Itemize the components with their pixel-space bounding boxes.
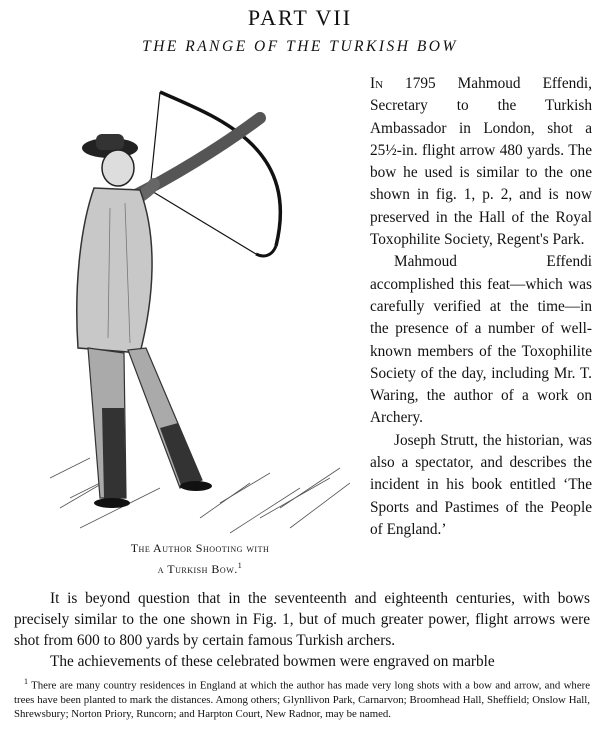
caption-footnote-ref: 1 [237,561,243,570]
archer-foot-right [180,481,212,491]
bow-string-lower [150,190,256,254]
paragraph-3: Joseph Strutt, the historian, was also a spectator, and describes the incident in his book entitled ‘The Sports and Pastimes of the People of England.’ [370,431,592,538]
bow-string [150,92,160,190]
chapter-title: THE RANGE OF THE TURKISH BOW [142,38,458,55]
paragraph-1-lead: In 1795 [370,75,436,92]
archer-coat [77,188,152,353]
full-width-text [14,588,590,672]
paragraph-1: In 1795 Mahmoud Effendi, Secretary to the Turkish Ambassador in London, shot a 25½-in. flight arrow 480 yards. The bow he used is similar to the one shown in fig. 1, p. 2, and is now preserved in the Hall of the Royal Toxophilite Society, Regent's Park. [370,75,592,249]
ground-hatching [50,458,350,533]
part-title: PART VII [247,5,353,30]
footnote [14,675,590,721]
paragraph-5: The achievements of these celebrated bowmen were engraved on marble [50,653,495,670]
illustration-caption [60,540,340,578]
footnote-marker: 1 [24,677,28,686]
footnote-text: There are many country residences in England at which the author has made very long shots with a bow and arrow, and where trees have been planted to mark the distances. Among others; Glynllivon Park, Carnarvon; Broomhead Hall, Sheffield; Onslow Hall, Shrewsbury; Norton Priory, Runcorn; and Harpton Court, New Radnor, may be named. [14,679,590,720]
side-column-text [370,73,592,541]
paragraph-2: Mahmoud Effendi accomplished this feat—which was carefully verified at the time—in the presence of a number of well-known members of the Toxophilite Society of the day, including Mr. T. Waring, the author of a work on Archery. [370,253,592,427]
paragraph-4: It is beyond question that in the seventeenth and eighteenth centuries, with bows precisely similar to the one shown in Fig. 1, but of much greater power, flight arrows were shot from 600 to 800 yards by certain famous Turkish archers. [14,590,590,649]
archer-head [102,150,134,186]
archer-foot-left [94,498,130,508]
archer-with-bow-illustration [50,78,350,538]
caption-line-2: a Turkish Bow.$^1$ [157,561,243,576]
caption-line-1: The Author Shooting with [130,541,270,555]
bow-limb-tip [256,246,276,256]
